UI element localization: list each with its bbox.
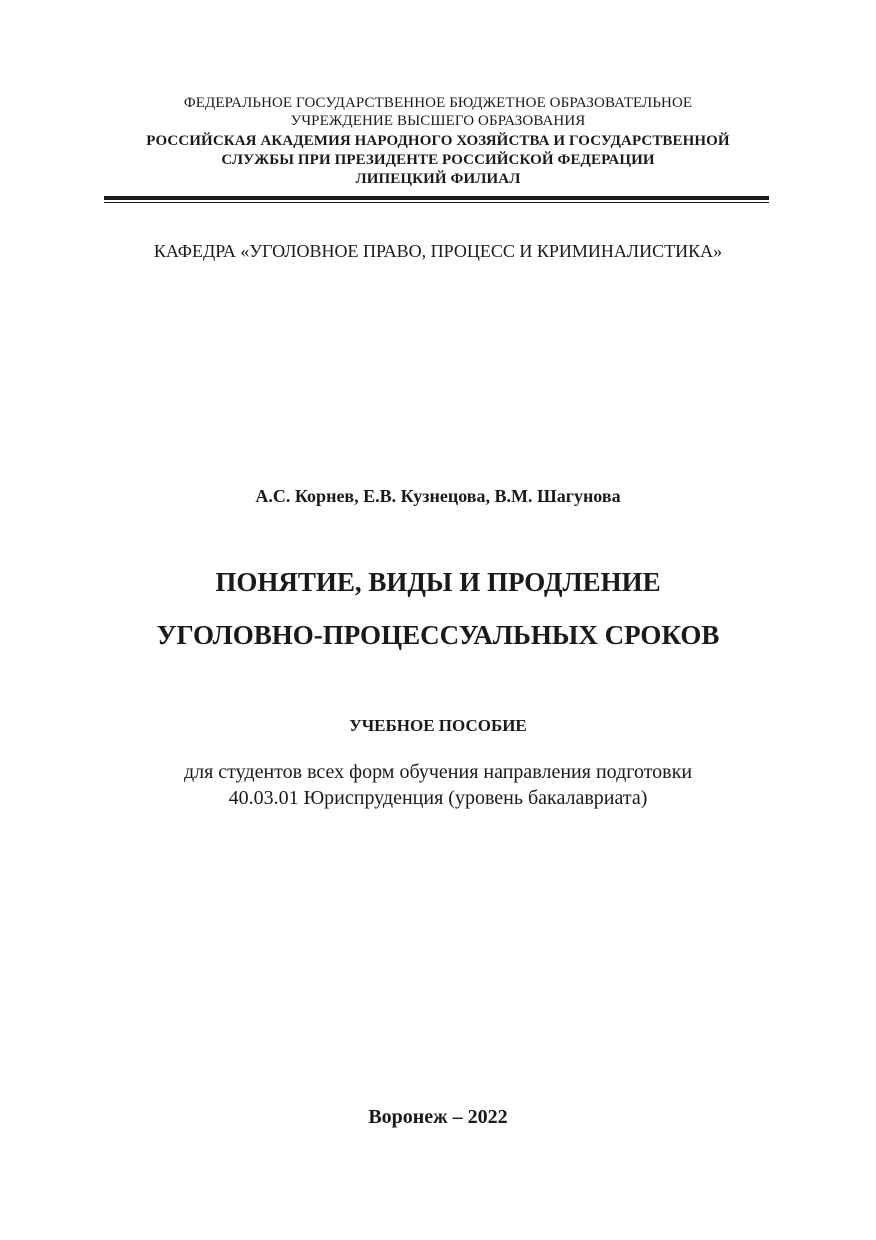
academy-name-line-2: СЛУЖБЫ ПРИ ПРЕЗИДЕНТЕ РОССИЙСКОЙ ФЕДЕРАЦИИ — [221, 152, 655, 168]
institution-line-2: УЧРЕЖДЕНИЕ ВЫСШЕГО ОБРАЗОВАНИЯ — [290, 113, 586, 129]
book-title-line-2: УГОЛОВНО-ПРОЦЕССУАЛЬНЫХ СРОКОВ — [156, 620, 720, 650]
document-type: УЧЕБНОЕ ПОСОБИЕ — [349, 716, 527, 735]
authors: А.С. Корнев, Е.В. Кузнецова, В.М. Шагунова — [255, 486, 621, 506]
academy-name-line-1: РОССИЙСКАЯ АКАДЕМИЯ НАРОДНОГО ХОЗЯЙСТВА И ГОСУДАРСТВЕННОЙ — [146, 133, 730, 149]
book-title-line-1: ПОНЯТИЕ, ВИДЫ И ПРОДЛЕНИЕ — [215, 567, 661, 597]
header-rule-thick — [104, 196, 769, 200]
audience-line-2: 40.03.01 Юриспруденция (уровень бакалавриата) — [228, 787, 648, 809]
audience-line-1: для студентов всех форм обучения направления подготовки — [183, 761, 693, 783]
imprint-city-year: Воронеж – 2022 — [368, 1106, 508, 1128]
branch-name: ЛИПЕЦКИЙ ФИЛИАЛ — [355, 171, 521, 187]
institution-line-1: ФЕДЕРАЛЬНОЕ ГОСУДАРСТВЕННОЕ БЮДЖЕТНОЕ ОБРАЗОВАТЕЛЬНОЕ — [183, 95, 693, 111]
department-name: КАФЕДРА «УГОЛОВНОЕ ПРАВО, ПРОЦЕСС И КРИМИНАЛИСТИКА» — [153, 241, 723, 261]
header-rule-thin — [104, 202, 769, 203]
